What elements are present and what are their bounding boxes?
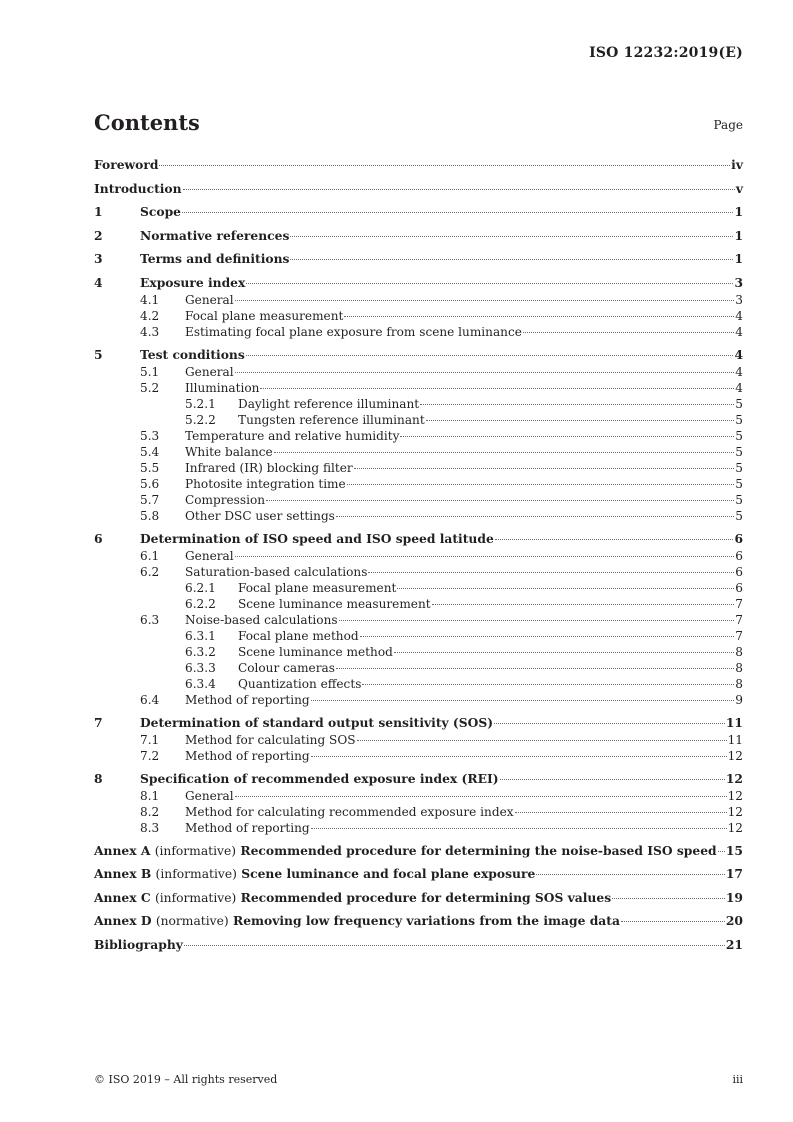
toc-entry-page: 8 [735, 676, 743, 691]
dot-leader [246, 355, 734, 356]
toc-entry[interactable] [94, 274, 743, 292]
toc-entry-number: 6.3 [140, 612, 160, 627]
dot-leader [274, 452, 735, 453]
dot-leader [432, 604, 735, 605]
dot-leader [290, 259, 733, 260]
toc-entry-page: v [735, 180, 743, 196]
toc-entry[interactable] [94, 820, 743, 836]
toc-entry-page: 9 [735, 692, 743, 707]
toc-entry-title: Method for calculating SOS [185, 732, 356, 747]
toc-entry-number: 5.5 [140, 460, 160, 475]
toc-entry-number: 5.6 [140, 476, 160, 491]
toc-entry-title: Saturation-based calculations [185, 564, 368, 579]
toc-entry-page: 19 [725, 889, 743, 905]
toc-entry-page: 4 [735, 324, 743, 339]
toc-entry-page: 6 [735, 548, 743, 563]
toc-entry[interactable] [94, 580, 743, 596]
toc-entry-page: 6 [735, 580, 743, 595]
toc-entry[interactable] [94, 644, 743, 660]
dot-leader [612, 898, 725, 899]
toc-entry-page: 1 [734, 251, 743, 266]
toc-entry-title: Normative references [140, 227, 290, 243]
toc-entry-number: 2 [94, 227, 103, 243]
toc-entry-title [94, 865, 535, 883]
toc-entry-title: Test conditions [140, 346, 245, 362]
toc-entry-page: 1 [734, 204, 743, 219]
toc-entry-number: 8.1 [140, 788, 160, 803]
toc-entry-number: 7.2 [140, 748, 160, 763]
toc-entry[interactable] [94, 596, 743, 612]
toc-entry-number: 5.8 [140, 508, 160, 523]
dot-leader [347, 484, 735, 485]
toc-entry-page: 4 [735, 364, 743, 379]
toc-entry-title: Method of reporting [185, 748, 310, 763]
toc-entry-title: Foreword [94, 157, 159, 172]
table-of-contents [94, 156, 743, 959]
toc-entry[interactable] [94, 788, 743, 804]
toc-entry[interactable] [94, 508, 743, 524]
toc-entry-title: Bibliography [94, 936, 183, 952]
toc-entry-page: 7 [735, 596, 743, 611]
dot-leader [235, 556, 735, 557]
toc-entry-page: 3 [734, 274, 743, 290]
toc-entry-title: Daylight reference illuminant [238, 396, 420, 411]
toc-entry-title: Introduction [94, 180, 182, 196]
toc-entry[interactable] [94, 732, 743, 748]
toc-entry-page: 5 [735, 412, 743, 427]
annex-title: Recommended procedure for determining the noise-based ISO speed [240, 842, 717, 858]
toc-entry-page: 7 [735, 612, 743, 627]
toc-entry-title: Colour cameras [238, 660, 335, 675]
toc-entry[interactable] [94, 308, 743, 324]
toc-entry-number: 4.2 [140, 308, 160, 323]
toc-entry[interactable] [94, 412, 743, 428]
toc-entry[interactable] [94, 180, 743, 198]
annex-label: Annex D [94, 913, 152, 928]
toc-entry[interactable] [94, 444, 743, 460]
toc-entry-title: Determination of ISO speed and ISO speed latitude [140, 530, 494, 546]
dot-leader [235, 796, 727, 797]
toc-entry-page: 5 [735, 476, 743, 491]
dot-leader [357, 740, 727, 741]
dot-leader [397, 588, 734, 589]
toc-entry[interactable] [94, 936, 743, 954]
toc-entry-number: 5 [94, 346, 103, 362]
toc-entry-title: Determination of standard output sensitivity (SOS) [140, 714, 494, 730]
dot-leader [523, 332, 734, 333]
toc-entry[interactable] [94, 324, 743, 340]
toc-entry-title: Quantization effects [238, 676, 362, 691]
toc-entry-title: Focal plane measurement [185, 308, 344, 323]
toc-entry-number: 6.1 [140, 548, 160, 563]
toc-entry[interactable] [94, 492, 743, 508]
dot-leader [183, 189, 735, 190]
dot-leader [360, 636, 735, 637]
annex-type: (informative) [155, 867, 237, 881]
toc-entry[interactable] [94, 714, 743, 732]
toc-entry-title: Tungsten reference illuminant [238, 412, 425, 427]
toc-entry-number: 7 [94, 714, 103, 730]
toc-entry-title: Noise-based calculations [185, 612, 338, 627]
toc-entry-number: 6.3.3 [185, 660, 216, 675]
toc-entry-number: 6 [94, 530, 103, 546]
toc-entry-number: 4.1 [140, 292, 160, 307]
toc-entry[interactable] [94, 292, 743, 308]
toc-entry-title: Compression [185, 492, 266, 507]
toc-entry-number: 6.2.2 [185, 596, 216, 611]
dot-leader [290, 236, 733, 237]
toc-entry[interactable] [94, 628, 743, 644]
toc-entry[interactable] [94, 889, 743, 907]
toc-entry-page: 1 [734, 227, 743, 243]
toc-entry-number: 5.7 [140, 492, 160, 507]
dot-leader [420, 404, 734, 405]
toc-entry-title: Focal plane measurement [238, 580, 397, 595]
toc-entry[interactable] [94, 748, 743, 764]
toc-entry-page: 12 [725, 770, 743, 786]
dot-leader [394, 652, 734, 653]
dot-leader [718, 851, 725, 852]
toc-entry-page: 11 [727, 732, 743, 747]
annex-label: Annex C [94, 889, 151, 905]
toc-entry-page: 21 [725, 936, 743, 952]
toc-entry-number: 5.4 [140, 444, 160, 459]
toc-entry[interactable] [94, 564, 743, 580]
toc-entry-page: 4 [735, 380, 743, 395]
page-column-label: Page [713, 118, 743, 132]
toc-entry-title: Scope [140, 204, 181, 219]
dot-leader [184, 945, 725, 946]
annex-title: Scene luminance and focal plane exposure [241, 866, 536, 881]
toc-entry-page: 12 [727, 804, 743, 819]
toc-entry[interactable] [94, 865, 743, 883]
toc-entry[interactable] [94, 346, 743, 364]
toc-entry-title: White balance [185, 444, 273, 459]
dot-leader [621, 921, 725, 922]
toc-entry-number: 4.3 [140, 324, 160, 339]
toc-entry[interactable] [94, 428, 743, 444]
toc-entry[interactable] [94, 156, 743, 174]
toc-entry-number: 5.2.1 [185, 396, 216, 411]
toc-entry-number: 3 [94, 251, 103, 266]
toc-entry-title: Other DSC user settings [185, 508, 335, 523]
toc-entry[interactable] [94, 227, 743, 245]
toc-entry-number: 6.2.1 [185, 580, 216, 595]
dot-leader [336, 516, 734, 517]
page-number: iii [732, 1073, 743, 1086]
toc-entry-page: 5 [735, 396, 743, 411]
toc-entry-number: 5.2 [140, 380, 160, 395]
toc-entry-number: 6.3.2 [185, 644, 216, 659]
page-title: Contents [94, 110, 200, 135]
dot-leader [354, 468, 735, 469]
toc-entry-number: 6.3.1 [185, 628, 216, 643]
toc-entry-page: 12 [727, 788, 743, 803]
toc-entry-title: Scene luminance measurement [238, 596, 431, 611]
annex-title: Recommended procedure for determining SOS values [240, 889, 612, 905]
toc-entry-number: 5.3 [140, 428, 160, 443]
toc-entry[interactable] [94, 460, 743, 476]
annex-title: Removing low frequency variations from the image data [232, 913, 620, 928]
toc-entry-page: 8 [735, 644, 743, 659]
dot-leader [495, 539, 734, 540]
dot-leader [536, 874, 725, 875]
dot-leader [494, 723, 725, 724]
toc-entry-number: 8 [94, 770, 103, 786]
toc-entry-page: 5 [735, 492, 743, 507]
dot-leader [260, 388, 734, 389]
toc-entry-page: 5 [735, 444, 743, 459]
dot-leader [344, 316, 734, 317]
toc-entry[interactable] [94, 842, 743, 860]
toc-entry-title: Infrared (IR) blocking filter [185, 460, 353, 475]
toc-entry-title: Exposure index [140, 274, 246, 290]
toc-entry[interactable] [94, 676, 743, 692]
toc-entry-number: 5.2.2 [185, 412, 216, 427]
toc-entry-page: 17 [725, 866, 743, 881]
toc-entry-number: 8.2 [140, 804, 160, 819]
toc-entry-title: Method of reporting [185, 692, 310, 707]
toc-entry-page: 6 [735, 564, 743, 579]
toc-entry-number: 6.2 [140, 564, 160, 579]
toc-entry[interactable] [94, 660, 743, 676]
toc-entry-title: General [185, 788, 234, 803]
toc-entry-title: Method of reporting [185, 820, 310, 835]
dot-leader [362, 684, 734, 685]
dot-leader [311, 756, 727, 757]
dot-leader [368, 572, 734, 573]
toc-entry-page: 12 [727, 748, 743, 763]
toc-entry-title: General [185, 364, 234, 379]
toc-entry-page: 11 [725, 714, 743, 730]
toc-entry-title: Specification of recommended exposure index (REI) [140, 770, 499, 786]
dot-leader [339, 620, 735, 621]
annex-label: Annex B [94, 866, 152, 881]
toc-entry[interactable] [94, 396, 743, 412]
toc-entry-title: Temperature and relative humidity [185, 428, 400, 443]
toc-entry-title [94, 889, 611, 907]
toc-entry-page: 4 [735, 308, 743, 323]
toc-entry-page: 5 [735, 460, 743, 475]
toc-entry-number: 1 [94, 204, 103, 219]
annex-type: (informative) [154, 890, 237, 905]
toc-entry[interactable] [94, 476, 743, 492]
copyright-notice: © ISO 2019 – All rights reserved [94, 1073, 278, 1086]
toc-entry-title: Photosite integration time [185, 476, 346, 491]
toc-entry-title: Illumination [185, 380, 260, 395]
toc-entry-title: Method for calculating recommended exposure index [185, 804, 514, 819]
dot-leader [235, 372, 735, 373]
dot-leader [400, 436, 734, 437]
dot-leader [336, 668, 734, 669]
dot-leader [159, 165, 730, 166]
toc-entry[interactable] [94, 612, 743, 628]
toc-entry[interactable] [94, 770, 743, 788]
toc-entry-number: 7.1 [140, 732, 160, 747]
toc-entry[interactable] [94, 250, 743, 268]
toc-entry[interactable] [94, 804, 743, 820]
toc-entry-title [94, 842, 717, 860]
toc-entry-title: Focal plane method [238, 628, 359, 643]
dot-leader [311, 828, 727, 829]
dot-leader [311, 700, 735, 701]
toc-entry-page: 15 [725, 842, 743, 858]
toc-entry-page: 3 [735, 292, 743, 307]
toc-entry-number: 6.4 [140, 692, 160, 707]
toc-entry-title: Estimating focal plane exposure from scene luminance [185, 324, 522, 339]
toc-entry-page: 8 [735, 660, 743, 675]
standard-identifier: ISO 12232:2019(E) [589, 45, 743, 61]
toc-entry-number: 4 [94, 274, 103, 290]
toc-entry[interactable] [94, 380, 743, 396]
dot-leader [266, 500, 734, 501]
toc-entry-title [94, 912, 620, 930]
toc-entry-title: Scene luminance method [238, 644, 393, 659]
toc-entry[interactable] [94, 548, 743, 564]
toc-entry[interactable] [94, 530, 743, 548]
toc-entry[interactable] [94, 912, 743, 930]
toc-entry-number: 6.3.4 [185, 676, 216, 691]
toc-entry-title: Terms and definitions [140, 251, 290, 266]
toc-entry-page: 7 [735, 628, 743, 643]
toc-entry-number: 8.3 [140, 820, 160, 835]
dot-leader [426, 420, 735, 421]
dot-leader [515, 812, 727, 813]
dot-leader [500, 779, 725, 780]
toc-entry-page: 4 [734, 346, 743, 362]
toc-entry-title: General [185, 548, 234, 563]
annex-type: (informative) [154, 843, 237, 858]
toc-entry-page: 20 [725, 913, 743, 928]
annex-type: (normative) [155, 914, 229, 928]
toc-entry[interactable] [94, 364, 743, 380]
toc-entry-page: 6 [734, 530, 743, 546]
dot-leader [182, 212, 733, 213]
toc-entry[interactable] [94, 692, 743, 708]
toc-entry-page: 5 [735, 508, 743, 523]
toc-entry-page: 5 [735, 428, 743, 443]
annex-label: Annex A [94, 842, 151, 858]
toc-entry-page: 12 [727, 820, 743, 835]
toc-entry-title: General [185, 292, 234, 307]
toc-entry-page: iv [731, 157, 743, 172]
dot-leader [246, 283, 733, 284]
toc-entry-number: 5.1 [140, 364, 160, 379]
dot-leader [235, 300, 735, 301]
toc-entry[interactable] [94, 203, 743, 221]
